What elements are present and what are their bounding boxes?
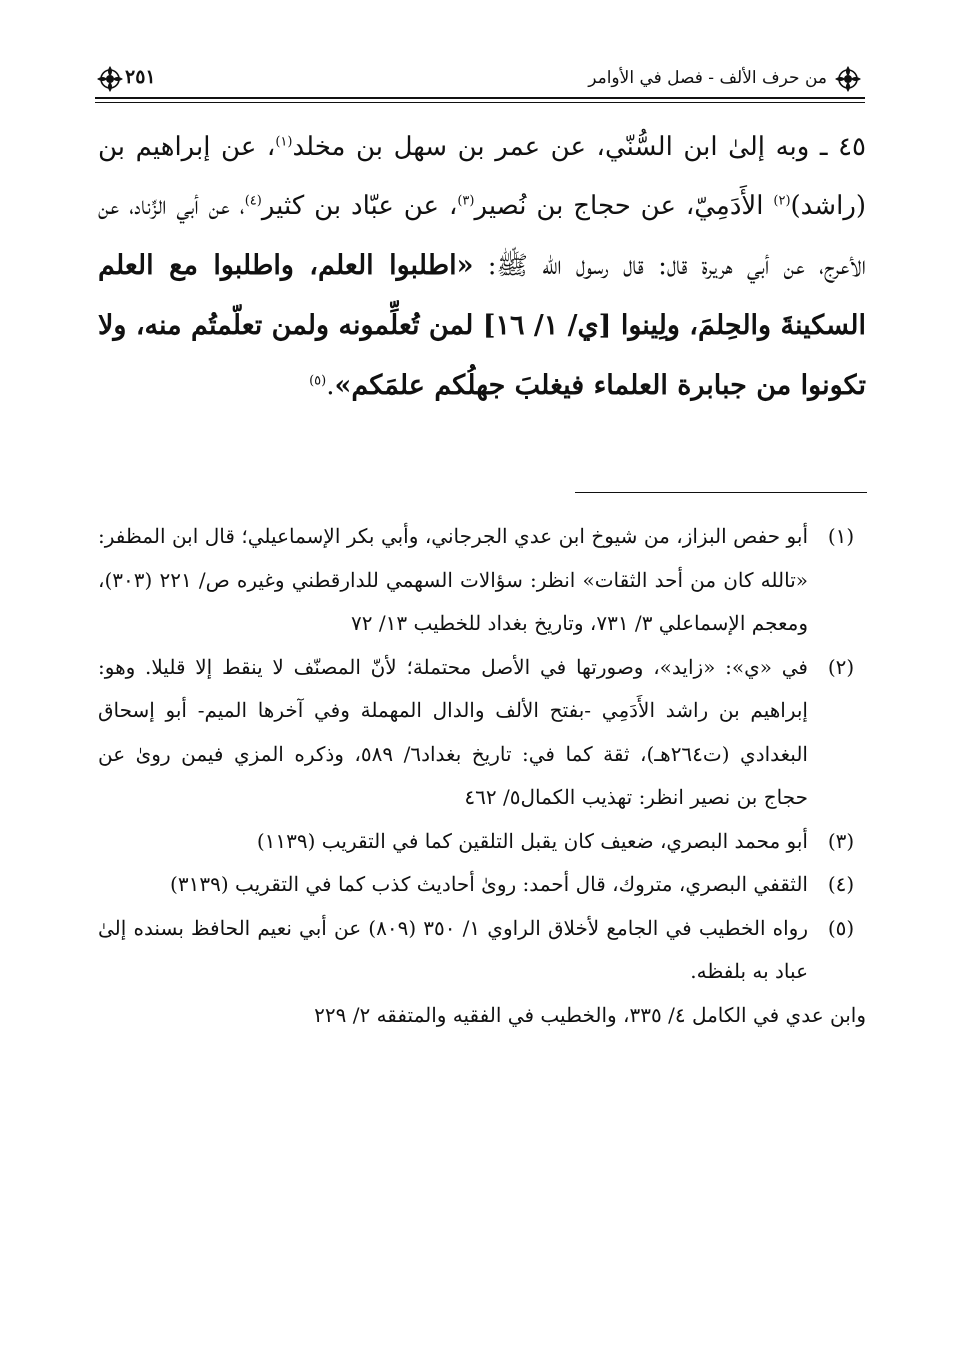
hadith-body (98, 118, 866, 416)
footnote-number: (١) (827, 524, 855, 548)
footnote-ref-1[interactable]: (١) (275, 134, 293, 150)
isnad-segment: ، عن إبراهيم بن (راشد) (98, 132, 867, 221)
footnote-ref-5[interactable]: (٥) (309, 373, 327, 389)
footnote-number: (٣) (827, 828, 855, 853)
footnote-text: أبو محمد البصري، ضعيف كان يقبل التلقين كما في التقريب (١١٣٩) (256, 828, 808, 853)
hadith-paragraph (98, 118, 866, 416)
footnote-text: في «ي»: «زايد»، وصورتها في الأصل محتملة؛ لأنّ المصنّف لا ينقط إلا قليلا. وهو: إبراهيم بن راشد الأَدَمِي -بفتح الألف والدال المهملة وفي آخرها الميم- أبو إسحاق البغدادي (ت٢٦٤هـ)، ثقة كما في: تاريخ بغداد٦/ ٥٨٩، وذكره المزي فيمن روىٰ عن حجاج بن نصير انظر: تهذيب الكمال٥/ ٤٦٢ (98, 654, 808, 809)
footnote-number: (٤) (827, 872, 855, 896)
hadith-quote: «اطلبوا العلم، واطلبوا مع العلم السكينةَ والحِلمَ، ولِينوا [ي/ ١/ ١٦] لمن تُعلِّمونه ولمن تعلّمتُم منه، ولا تكونوا من جبابرة العلماء فيغلبَ جهلُكم علمَكم» (98, 250, 866, 401)
running-header (95, 60, 865, 104)
isnad-segment: ، عن أبي الزِّناد، عن الأعرج، عن أبي هريرة قال: قال رسول الله ﷺ: (98, 191, 866, 281)
header-rule-thin (95, 102, 865, 103)
footnote-text: الثقفي البصري، متروك، قال أحمد: روىٰ أحاديث كذب كما في التقريب (٣١٣٩) (170, 872, 808, 896)
footnote-number: (٥) (827, 915, 855, 940)
floral-ornament-icon (95, 64, 125, 94)
footnote-item (98, 515, 866, 646)
footnote-item (98, 907, 866, 994)
isnad-segment: الأَدَمِيّ، عن حجاج بن نُصير (474, 191, 774, 221)
footnote-item (98, 820, 866, 864)
header-rule (95, 97, 865, 99)
page-number: ٢٥١ (125, 66, 156, 88)
floral-ornament-icon (833, 64, 863, 94)
sentence-end: . (326, 371, 335, 401)
header-title: من حرف الألف - فصل في الأوامر (588, 68, 827, 88)
footnote-continuation: وابن عدي في الكامل ٤/ ٣٣٥، والخطيب في الفقيه والمتفقه ٢/ ٢٢٩ (314, 1002, 866, 1027)
footnote-ref-2[interactable]: (٢) (773, 193, 791, 209)
isnad-segment: ، عن عبّاد بن كثير (261, 191, 458, 221)
footnote-number: (٢) (827, 654, 855, 679)
footnote-separator (575, 492, 867, 493)
footnote-item (98, 646, 866, 820)
footnote-ref-4[interactable]: (٤) (244, 193, 262, 209)
footnote-item (98, 863, 866, 907)
footnote-text: رواه الخطيب في الجامع لأخلاق الراوي ١/ ٣٥٠ (٨٠٩) عن أبي نعيم الحافظ بسنده إلىٰ عباد به بلفظه. (98, 915, 808, 983)
footnotes (98, 515, 866, 1037)
footnote-ref-3[interactable]: (٣) (457, 193, 475, 209)
isnad-intro: ٤٥ ـ وبه إلىٰ ابن السُّنّي، عن عمر بن سهل بن مخلد (292, 132, 866, 162)
footnote-text: أبو حفص البزاز، من شيوخ ابن عدي الجرجاني، وأبي بكر الإسماعيلي؛ قال ابن المظفر: «تالله كان من أحد الثقات» انظر: سؤالات السهمي للدارقطني وغيره ص/ ٢٢١ (٣٠٣)، ومعجم الإسماعلي ٣/ ٧٣١، وتاريخ بغداد للخطيب ١٣/ ٧٢ (98, 524, 808, 635)
